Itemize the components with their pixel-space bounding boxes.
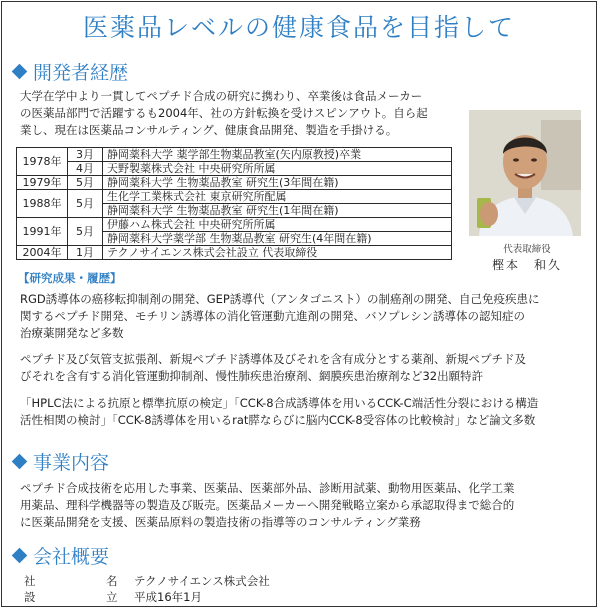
research-paragraph-2: ペプチド及び気管支拡張剤、新規ペプチド誘導体及びそれを含有成分とする薬剤、新規ペプチド及 びそれを含有する消化管運動抑制剤、慢性肺疾患治療剤、網膜疾患治療剤など32出願特許	[20, 352, 526, 383]
section-heading-career: 開発者経歴	[10, 58, 128, 85]
company-row-established: 設 立 平成16年1月	[24, 590, 202, 604]
research-paragraph-3: 「HPLC法による抗原と標準抗原の検定」「CCK-8合成誘導体を用いるCCK-C端活性分裂における構造 活性相関の検討」「CCK-8誘導体を用いるrat膵ならびに脳内CCK-8受容体の比較検討」など論文多数	[20, 396, 539, 427]
table-row: 1988年 5月 生化学工業株式会社 東京研究所配属	[17, 190, 452, 204]
section-heading-business: 事業内容	[10, 448, 109, 475]
diamond-bullet-icon	[12, 454, 28, 470]
representative-name: 樫本 和久	[491, 258, 562, 272]
diamond-bullet-icon	[12, 548, 28, 564]
representative-photo	[469, 110, 581, 236]
table-row: 1979年 5月 静岡薬科大学 生物薬品教室 研究生(3年間在籍)	[17, 176, 452, 190]
career-table	[16, 147, 452, 260]
photo-caption: 代表取締役	[503, 244, 551, 255]
document-page	[1, 1, 597, 607]
table-row: 2004年 1月 テクノサイエンス株式会社設立 代表取締役	[17, 246, 452, 260]
company-row-name: 社 名 テクノサイエンス株式会社	[24, 574, 270, 588]
section-heading-company: 会社概要	[10, 542, 109, 569]
table-row: 1991年 5月 伊藤ハム株式会社 中央研究所所属	[17, 218, 452, 232]
research-heading: 【研究成果・履歴】	[18, 271, 122, 285]
table-row: 静岡薬科大学 生物薬品教室 研究生(1年間在籍)	[17, 204, 452, 218]
table-row: 1978年 3月 静岡薬科大学 薬学部生物薬品教室(矢内原教授)卒業	[17, 148, 452, 162]
research-paragraph-1: RGD誘導体の癌移転抑制剤の開発、GEP誘導代（アンタゴニスト）の制癌剤の開発、自己免疫疾患に 関するペプチド開発、モチリン誘導体の消化管運動亢進剤の開発、バソプレシン誘導体の認知症の 治療薬開発など多数	[20, 292, 540, 340]
table-row: 静岡薬科大学薬学部 生物薬品教室 研究生(4年間在籍)	[17, 232, 452, 246]
table-row: 4月 天野製薬株式会社 中央研究所所属	[17, 162, 452, 176]
intro-paragraph: 大学在学中より一貫してペプチド合成の研究に携わり、卒業後は食品メーカー の医薬品部門で活躍するも2004年、社の方針転換を受けスピンアウト。自ら起 業し、現在は医薬品コンサルティング、健康食品開発、製造を手掛ける。	[20, 89, 428, 137]
person-portrait-icon	[469, 110, 581, 236]
page-title: 医薬品レベルの健康食品を目指して	[82, 13, 515, 42]
business-paragraph: ペプチド合成技術を応用した事業、医薬品、医薬部外品、診断用試薬、動物用医薬品、化学工業 用薬品、理科学機器等の製造及び販売。医薬品メーカーへ開発戦略立案から承認取得まで総合的 に医薬品開発を支援、医薬品原料の製造技術の指導等のコンサルティング業務	[20, 481, 515, 529]
diamond-bullet-icon	[12, 64, 28, 80]
